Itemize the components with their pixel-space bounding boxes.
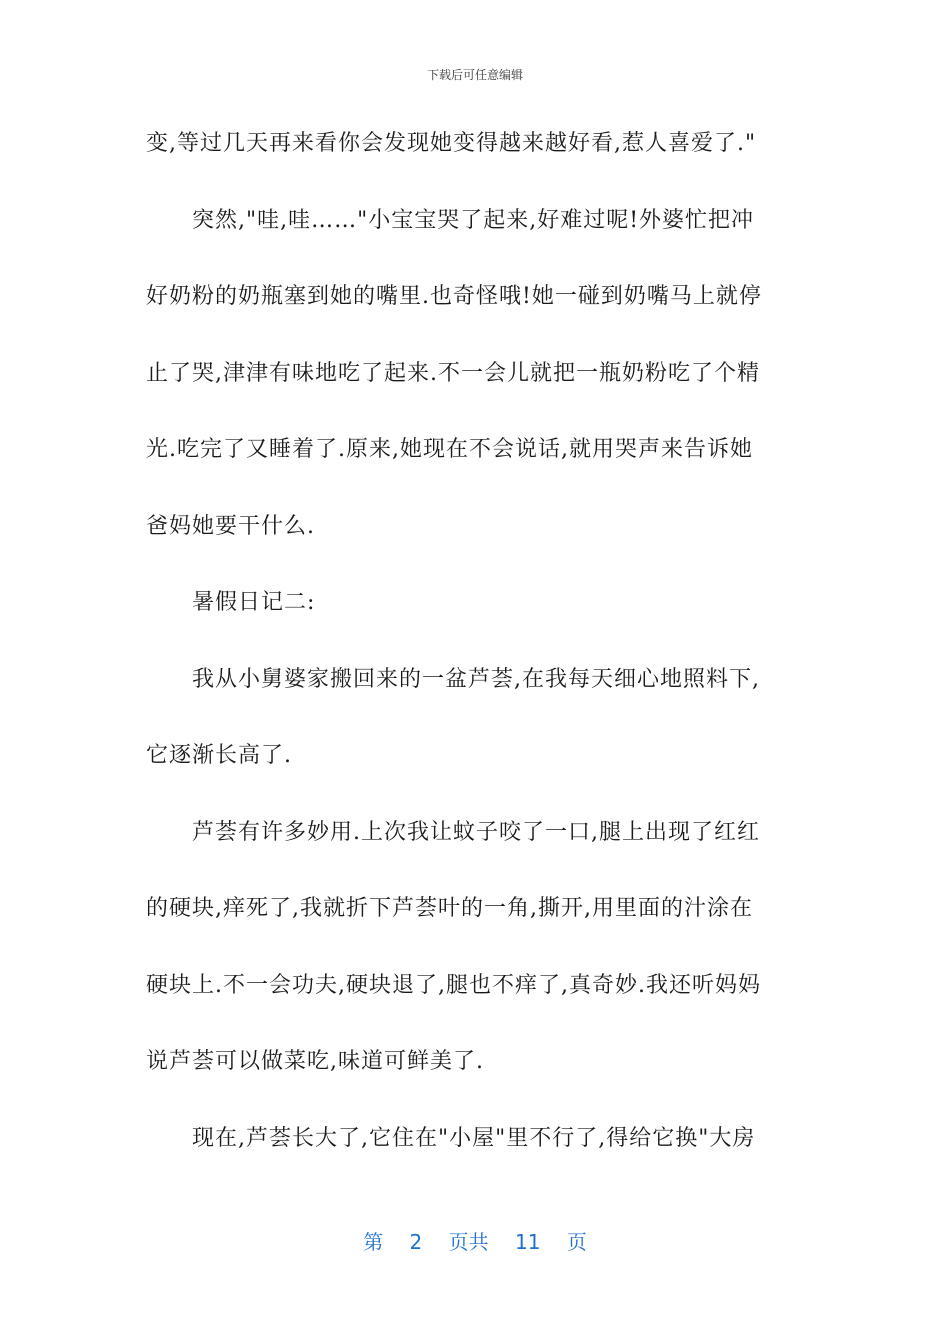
document-body [146, 118, 806, 1189]
body-line: 变,等过几天再来看你会发现她变得越来越好看,惹人喜爱了." [146, 131, 757, 156]
body-line: 说芦荟可以做菜吃,味道可鲜美了. [146, 1049, 484, 1074]
body-line: 我从小舅婆家搬回来的一盆芦荟,在我每天细心地照料下, [192, 666, 760, 692]
page-header: 下载后可任意编辑 [426, 68, 523, 82]
footer-middle: 页共 [448, 1230, 489, 1254]
total-pages-number: 11 [515, 1230, 541, 1254]
body-line: 光.吃完了又睡着了.原来,她现在不会说话,就用哭声来告诉她 [146, 437, 753, 462]
body-line: 突然,"哇,哇……"小宝宝哭了起来,好难过呢!外婆忙把冲 [192, 207, 755, 233]
body-line: 的硬块,痒死了,我就折下芦荟叶的一角,撕开,用里面的汁涂在 [146, 896, 753, 921]
body-line: 好奶粉的奶瓶塞到她的嘴里.也奇怪哦!她一碰到奶嘴马上就停 [146, 284, 762, 309]
body-line: 硬块上.不一会功夫,硬块退了,腿也不痒了,真奇妙.我还听妈妈 [146, 972, 761, 998]
body-line: 爸妈她要干什么. [146, 513, 315, 539]
body-line: 止了哭,津津有味地吃了起来.不一会儿就把一瓶奶粉吃了个精 [146, 360, 760, 386]
section-heading: 暑假日记二: [192, 590, 316, 615]
footer-suffix: 页 [566, 1230, 587, 1254]
footer-prefix: 第 [363, 1230, 384, 1254]
body-line: 它逐渐长高了. [146, 743, 292, 768]
page-footer [0, 1226, 950, 1255]
body-line: 芦荟有许多妙用.上次我让蚊子咬了一口,腿上出现了红红 [192, 819, 760, 845]
body-line: 现在,芦荟长大了,它住在"小屋"里不行了,得给它换"大房 [192, 1125, 756, 1151]
current-page-number: 2 [409, 1230, 423, 1254]
